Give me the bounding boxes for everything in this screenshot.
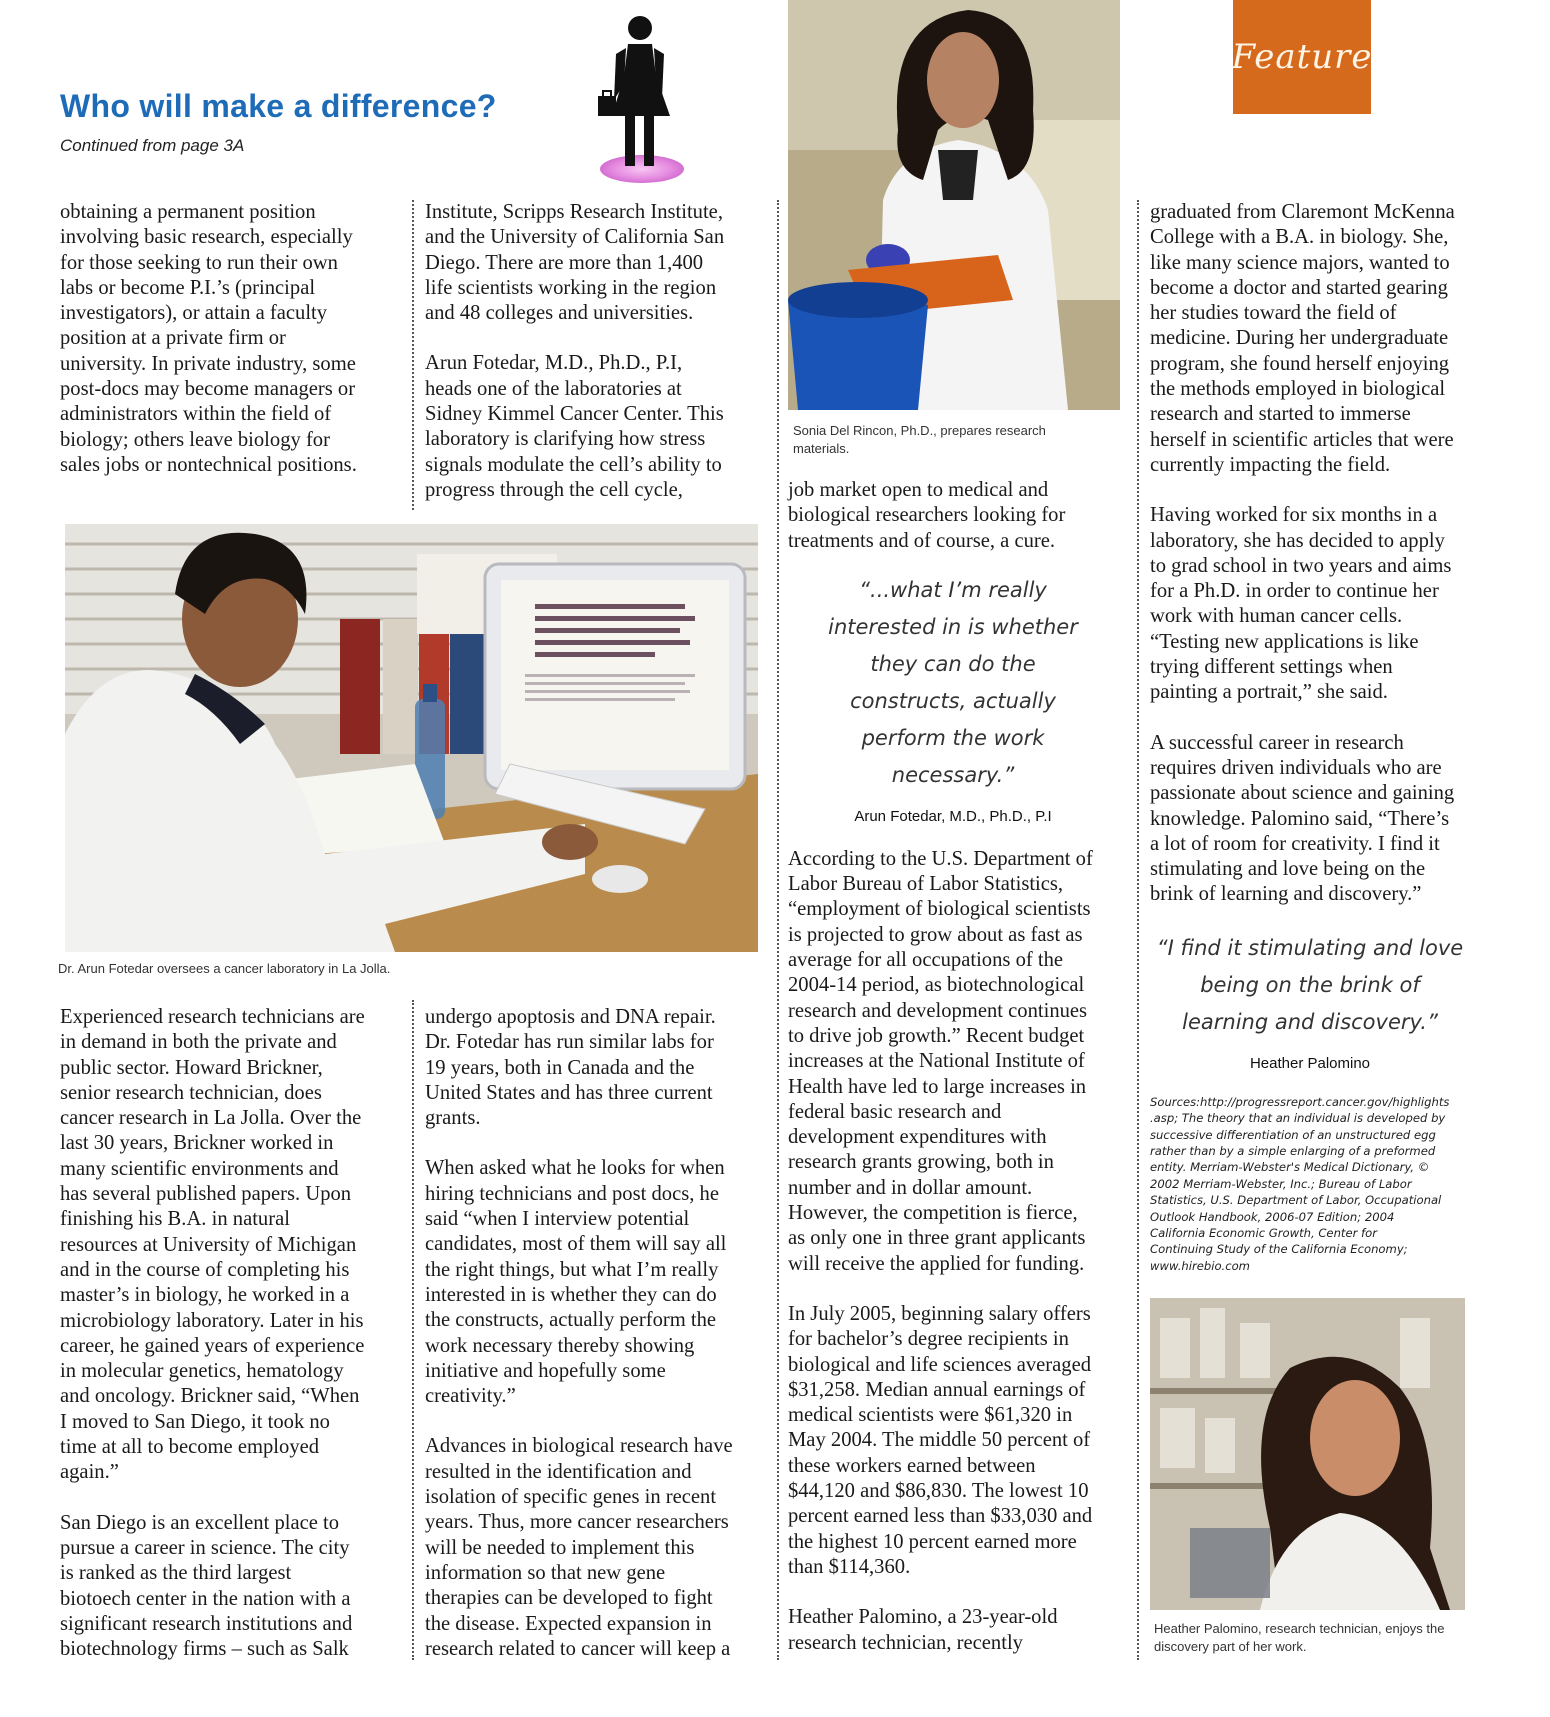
col2-bottom-p2: When asked what he looks for when hiring technicians and post docs, he said “when I interview potential candidates, most of them will say all the right things, but what I’m really interested in is whether they can do the constructs, actually perform the work necessary thereby showing initiative and hopefully some creativity.” xyxy=(425,1157,727,1408)
col1-bottom-p2: San Diego is an excellent place to pursue a career in science. The city is ranked as the third largest biotoech center in the nation with a significant research institutions and biotechnology firms – such as Salk xyxy=(60,1511,353,1661)
woman-figure-icon xyxy=(598,14,688,186)
pull-quote-palomino: “I find it stimulating and love being on the brink of learning and discovery.” xyxy=(1156,935,1464,1034)
divider-col2-col3 xyxy=(777,200,779,1660)
pull-quote-palomino-attribution: Heather Palomino xyxy=(1249,1054,1371,1072)
caption-sonia: Sonia Del Rincon, Ph.D., prepares research materials. xyxy=(793,423,1046,456)
caption-fotedar: Dr. Arun Fotedar oversees a cancer laboratory in La Jolla. xyxy=(58,961,391,976)
col1-bottom-p1: Experienced research technicians are in demand in both the private and public sector. Howard Brickner, senior research technician, does cancer research in La Jolla. Over the last 30 years, Brickner worked in many scientific environments and has several published papers. Upon finishing his B.A. in natural resources at University of Michigan and in the course of completing his master’s in biology, he worked in a microbiology laboratory. Later in his career, he gained years of experience in molecular genetics, hematology and oncology. Brickner said, “When I moved to San Diego, it took no time at all to become employed again.” xyxy=(60,1006,365,1484)
col2-bottom xyxy=(425,1005,770,1687)
col3-p2: According to the U.S. Department of Labor Bureau of Labor Statistics, “employment of biological scientists is projected to grow about as fast as average for all occupations of the 2004-14 period, as biotechnological research and development continues to drive job growth.” Recent budget increases at the National Institute of Health have led to large increases in federal basic research and development expenditures with research grants growing, both in number and in dollar amount. However, the competition is fierce, as only one in three grant applicants will receive the applied for funding. xyxy=(788,847,1093,1275)
col2-top-p1: Institute, Scripps Research Institute, and the University of California San Diego. There are more than 1,400 life scientists working in the region and 48 colleges and universities. xyxy=(425,201,725,325)
col2-bottom-p3: Advances in biological research have resulted in the identification and isolation of specific genes in recent years. Thus, more cancer researchers will be needed to implement this information so that new gene therapies can be developed to fight the disease. Expected expansion in research related to cancer will keep a xyxy=(425,1435,733,1660)
col3-p4: Heather Palomino, a 23-year-old research technician, recently xyxy=(788,1606,1058,1654)
pull-quote-fotedar: “...what I’m really interested in is whether they can do the constructs, actually perform the work necessary.” xyxy=(828,577,1078,787)
col2-top-p2: Arun Fotedar, M.D., Ph.D., P.I, heads one of the laboratories at Sidney Kimmel Cancer Center. This laboratory is clarifying how stress signals modulate the cell’s ability to progress through the cell cycle, xyxy=(425,352,724,501)
col4 xyxy=(1150,200,1495,1274)
divider-col1-col2-bottom xyxy=(412,1000,414,1660)
divider-col3-col4 xyxy=(1137,200,1139,1660)
col2-top xyxy=(425,200,770,528)
headline: Who will make a difference? xyxy=(60,88,497,124)
col4-p1: graduated from Claremont McKenna College with a B.A. in biology. She, like many science majors, wanted to become a doctor and started gearing her studies toward the field of medicine. During her undergraduate program, she found herself enjoying the methods employed in biological research and started to immerse herself in scientific articles that were currently impacting the field. xyxy=(1150,201,1455,476)
divider-col1-col2-top xyxy=(412,200,414,510)
continued-note: Continued from page 3A xyxy=(60,136,245,155)
col3-p3: In July 2005, beginning salary offers for bachelor’s degree recipients in biological and life sciences averaged $31,258. Median annual earnings of medical scientists were $61,320 in May 2004. The middle 50 percent of these workers earned between $44,120 and $86,830. The lowest 10 percent earned less than $33,030 and the highest 10 percent earned more than $114,360. xyxy=(788,1302,1093,1578)
col3-p1: job market open to medical and biological researchers looking for treatments and of course, a cure. xyxy=(788,479,1066,552)
feature-label: Feature xyxy=(1231,37,1373,77)
col4-p2: Having worked for six months in a laboratory, she has decided to apply to grad school in two years and aims for a Ph.D. in order to continue her work with human cancer cells. “Testing new applications is like trying different settings when painting a portrait,” she said. xyxy=(1150,504,1452,704)
col1-bottom xyxy=(60,1005,405,1687)
col4-p3: A successful career in research requires driven individuals who are passionate about science and gaining knowledge. Palomino said, “There’s a lot of room for creativity. I find it stimulating and love being on the brink of learning and discovery.” xyxy=(1150,731,1455,906)
photo-heather xyxy=(1150,1298,1465,1610)
caption-heather: Heather Palomino, research technician, enjoys the discovery part of her work. xyxy=(1154,1621,1445,1654)
col3 xyxy=(788,478,1128,1681)
pull-quote-fotedar-attribution: Arun Fotedar, M.D., Ph.D., P.I xyxy=(854,807,1052,825)
photo-sonia xyxy=(788,0,1120,410)
photo-fotedar xyxy=(65,524,758,952)
col1-top-text: obtaining a permanent position involving basic research, especially for those seeking to run their own labs or become P.I.’s (principal investigators), or attain a faculty position at a private firm or university. In private industry, some post-docs may become managers or administrators within the field of biology; others leave biology for sales jobs or nontechnical positions. xyxy=(60,201,357,476)
sources: Sources:http://progressreport.cancer.gov/highlights .asp; The theory that an individual is developed by successive differentiation of an unstructured egg rather than by a simple enlarging of a preformed entity. Merriam-Webster's Medical Dictionary, © 2002 Merriam-Webster, Inc.; Bureau of Labor Statistics, U.S. Department of Labor, Occupational Outlook Handbook, 2006-07 Edition; 2004 California Economic Growth, Center for Continuing Study of the California Economy; www.hirebio.com xyxy=(1150,1094,1450,1273)
feature-badge xyxy=(1233,0,1371,114)
col2-bottom-p1: undergo apoptosis and DNA repair. Dr. Fotedar has run similar labs for 19 years, both in Canada and the United States and has three current grants. xyxy=(425,1006,716,1130)
